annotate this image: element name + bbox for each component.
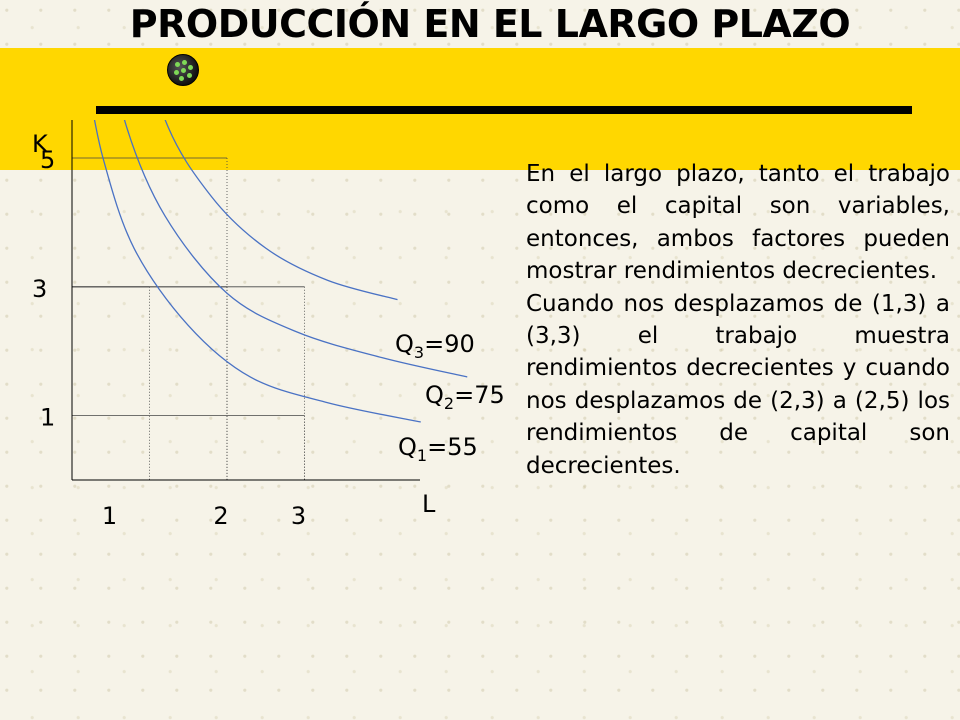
y-tick-label: 3 xyxy=(32,274,48,303)
isoquant-curves xyxy=(88,120,468,422)
curve-label-q1: $Q_1=55$ xyxy=(398,433,478,465)
title-underline xyxy=(96,106,912,114)
isoquant-chart xyxy=(0,120,520,540)
slide-title: PRODUCCIÓN EN EL LARGO PLAZO xyxy=(129,2,851,46)
x-axis-label: L xyxy=(422,490,436,518)
isoquant-curve-q1 xyxy=(88,120,421,422)
bullet-icon xyxy=(167,54,199,86)
x-tick-label: 1 xyxy=(101,502,118,530)
reference-lines xyxy=(72,158,305,480)
paragraph-1: En el largo plazo, tanto el trabajo como el capital son variables, entonces, ambos factores pueden mostrar rendimientos decrecientes. xyxy=(526,161,950,285)
y-axis-label: K xyxy=(32,130,48,158)
axes xyxy=(72,120,420,480)
description xyxy=(526,158,950,482)
y-tick-label: 5 xyxy=(40,146,56,174)
curve-label-q3: $Q_3=90$ xyxy=(395,330,475,362)
y-tick-label: 1 xyxy=(40,403,56,432)
curve-label-q2: $Q_2=75$ xyxy=(425,381,505,413)
x-tick-label: 3 xyxy=(290,502,307,530)
x-tick-label: 2 xyxy=(213,502,229,530)
paragraph-2: Cuando nos desplazamos de (1,3) a (3,3) el trabajo muestra rendimientos decrecientes y cuando nos desplazamos de (2,3) a (2,5) los rendimientos de capital son decrecientes. xyxy=(526,290,950,479)
isoquant-curve-q3 xyxy=(134,120,398,300)
tick-labels xyxy=(32,146,306,530)
curve-labels xyxy=(395,330,505,465)
